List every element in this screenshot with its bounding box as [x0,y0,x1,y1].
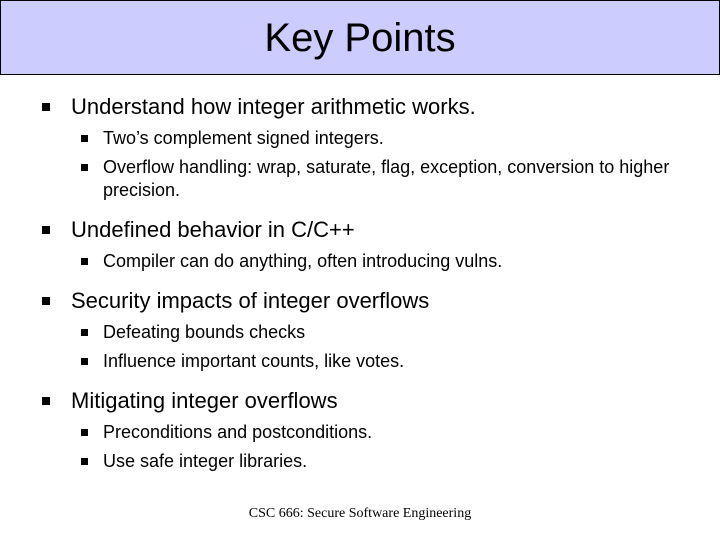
square-bullet-icon [42,226,50,234]
subpoint [80,450,690,473]
title-bar [0,0,720,75]
square-bullet-icon [81,429,88,436]
subpoint-text: Compiler can do anything, often introducing vulns. [103,251,503,271]
key-point-4-text: Mitigating integer overflows [71,388,338,413]
square-bullet-icon [81,329,88,336]
square-bullet-icon [42,297,50,305]
slide-content [40,93,690,487]
key-point-1-text: Understand how integer arithmetic works. [71,94,476,119]
key-point-3-text: Security impacts of integer overflows [71,288,430,313]
slide-title: Key Points [264,16,456,60]
subpoint [80,421,690,444]
key-point-4 [40,387,690,415]
square-bullet-icon [81,458,88,465]
key-point-1 [40,93,690,121]
key-point-3-subpoints [80,321,690,373]
key-point-2 [40,216,690,244]
square-bullet-icon [81,164,88,171]
square-bullet-icon [81,258,88,265]
key-point-1-subpoints [80,127,690,202]
key-point-2-subpoints [80,250,690,273]
subpoint-text: Preconditions and postconditions. [103,422,373,442]
key-point-3 [40,287,690,315]
subpoint-text: Two’s complement signed integers. [103,128,384,148]
subpoint-text: Overflow handling: wrap, saturate, flag, exception, conversion to higher precision. [103,157,670,200]
subpoint [80,350,690,373]
slide-footer: CSC 666: Secure Software Engineering [248,506,472,521]
subpoint-text: Defeating bounds checks [103,322,306,342]
square-bullet-icon [42,397,50,405]
subpoint-text: Influence important counts, like votes. [103,351,405,371]
square-bullet-icon [42,103,50,111]
subpoint [80,127,690,150]
key-point-2-text: Undefined behavior in C/C++ [71,217,355,242]
key-point-4-subpoints [80,421,690,473]
square-bullet-icon [81,135,88,142]
subpoint [80,156,690,202]
subpoint-text: Use safe integer libraries. [103,451,308,471]
subpoint [80,250,690,273]
square-bullet-icon [81,358,88,365]
subpoint [80,321,690,344]
